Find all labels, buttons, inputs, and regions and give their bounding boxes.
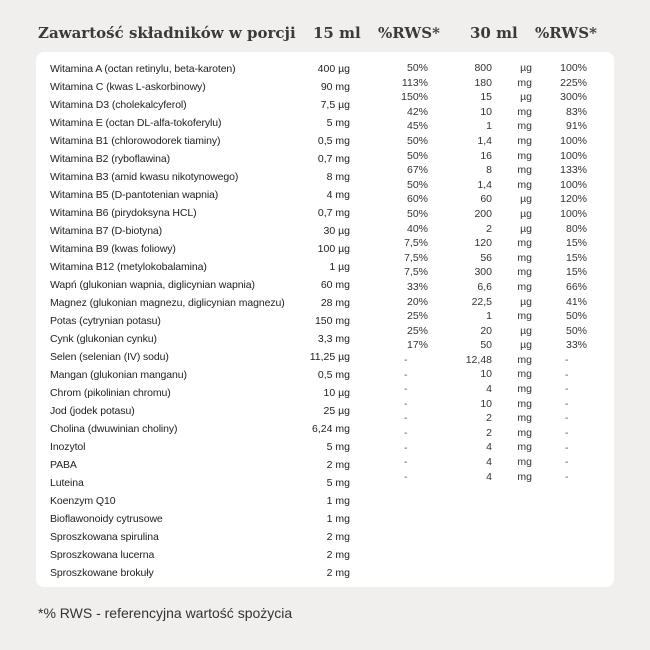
rws-15ml-value: 40% xyxy=(406,222,428,235)
amount-30ml-unit: mg xyxy=(517,105,532,118)
amount-30ml-cell xyxy=(456,382,532,397)
amount-30ml-unit: mg xyxy=(517,134,532,147)
amount-30ml-value: 180 xyxy=(474,76,492,89)
ingredient-name: Sproszkowana lucerna xyxy=(50,549,155,561)
ingredient-amount-15ml: 10 µg xyxy=(323,387,350,399)
amount-30ml-cell xyxy=(456,90,532,105)
amount-30ml-value: 1,4 xyxy=(477,178,492,191)
amount-30ml-value: 10 xyxy=(480,397,492,410)
amount-30ml-cell xyxy=(456,309,532,324)
table-row xyxy=(36,474,350,492)
rws-30ml-value: 80% xyxy=(565,222,587,235)
ingredient-name: Mangan (glukonian manganu) xyxy=(50,369,187,381)
amount-30ml-cell xyxy=(456,295,532,310)
amount-30ml-unit: mg xyxy=(517,397,532,410)
amount-30ml-cell xyxy=(456,397,532,412)
amount-30ml-cell xyxy=(456,76,532,91)
header-title: Zawartość składników w porcji xyxy=(38,24,296,42)
header-rws-15ml: %RWS* xyxy=(378,24,440,42)
amount-30ml-cell xyxy=(456,61,532,76)
amount-30ml-cell xyxy=(456,367,532,382)
header-30ml: 30 ml xyxy=(470,24,518,42)
amount-30ml-unit: mg xyxy=(517,251,532,264)
amount-30ml-unit: mg xyxy=(517,470,532,483)
amount-30ml-unit: mg xyxy=(517,149,532,162)
amount-30ml-cell xyxy=(456,105,532,120)
amount-30ml-cell xyxy=(456,411,532,426)
rws-30ml-value: 83% xyxy=(565,105,587,118)
rws-30ml-dash: - xyxy=(565,456,569,469)
amount-30ml-value: 200 xyxy=(474,207,492,220)
amount-30ml-value: 50 xyxy=(480,339,492,352)
rws-15ml-value: 150% xyxy=(401,91,428,104)
table-row xyxy=(36,96,350,114)
amount-30ml-cell xyxy=(456,192,532,207)
ingredient-name: Cholina (dwuwinian choliny) xyxy=(50,423,178,435)
amount-30ml-unit: mg xyxy=(517,456,532,469)
table-row xyxy=(36,492,350,510)
table-row xyxy=(36,402,350,420)
amount-30ml-value: 6,6 xyxy=(477,280,492,293)
ingredient-name: Wapń (glukonian wapnia, diglicynian wapnia) xyxy=(50,279,255,291)
rws-15ml-value: 7,5% xyxy=(404,237,428,250)
ingredient-amount-15ml: 1 mg xyxy=(326,513,350,525)
ingredient-name: Cynk (glukonian cynku) xyxy=(50,333,157,345)
amount-30ml-cell xyxy=(456,163,532,178)
amount-30ml-cell xyxy=(456,149,532,164)
ingredient-amount-15ml: 60 mg xyxy=(320,279,350,291)
amount-30ml-value: 12,48 xyxy=(465,353,492,366)
amount-30ml-value: 120 xyxy=(474,237,492,250)
header-rws-30ml: %RWS* xyxy=(535,24,597,42)
ingredient-name: Witamina D3 (cholekalcyferol) xyxy=(50,99,187,111)
ingredient-amount-15ml: 11,25 µg xyxy=(309,351,350,363)
table-row xyxy=(36,258,350,276)
rws-30ml-dash: - xyxy=(565,397,569,410)
amount-30ml-cell xyxy=(456,426,532,441)
ingredient-name: Luteina xyxy=(50,477,84,489)
amount-30ml-value: 1,4 xyxy=(477,134,492,147)
ingredient-amount-15ml: 0,7 mg xyxy=(317,207,350,219)
rws-15ml-column xyxy=(380,61,428,353)
ingredient-amount-15ml: 5 mg xyxy=(326,441,350,453)
rws-15ml-value: 50% xyxy=(406,149,428,162)
ingredient-amount-15ml: 2 mg xyxy=(326,459,350,471)
table-row xyxy=(36,186,350,204)
rws-30ml-dash: - xyxy=(565,368,569,381)
ingredient-name: Koenzym Q10 xyxy=(50,495,116,507)
amount-30ml-unit: µg xyxy=(520,62,532,74)
table-row xyxy=(36,438,350,456)
rws-15ml-value: 17% xyxy=(406,339,428,352)
amount-30ml-value: 10 xyxy=(480,368,492,381)
rws-15ml-value: 25% xyxy=(406,324,428,337)
rws-30ml-value: 66% xyxy=(565,280,587,293)
ingredient-amount-15ml: 8 mg xyxy=(326,171,350,183)
table-row xyxy=(36,132,350,150)
rws-15ml-dash: - xyxy=(404,368,408,381)
table-row xyxy=(36,456,350,474)
amount-30ml-cell xyxy=(456,324,532,339)
ingredient-amount-15ml: 0,7 mg xyxy=(317,153,350,165)
rws-15ml-value: 50% xyxy=(406,62,428,74)
amount-30ml-unit: mg xyxy=(517,412,532,425)
table-row xyxy=(36,168,350,186)
rws-30ml-value: 41% xyxy=(565,295,587,308)
amount-30ml-cell xyxy=(456,265,532,280)
amount-30ml-cell xyxy=(456,251,532,266)
ingredient-amount-15ml: 7,5 µg xyxy=(320,99,350,111)
header-15ml: 15 ml xyxy=(313,24,361,42)
amount-30ml-unit: mg xyxy=(517,76,532,89)
ingredient-name: Witamina B2 (ryboflawina) xyxy=(50,153,171,165)
table-row xyxy=(36,510,350,528)
amount-30ml-value: 1 xyxy=(486,120,492,133)
table-row xyxy=(36,222,350,240)
ingredient-name: Bioflawonoidy cytrusowe xyxy=(50,513,163,525)
ingredient-name: PABA xyxy=(50,459,77,471)
amount-30ml-value: 2 xyxy=(486,426,492,439)
rws-30ml-value: 15% xyxy=(565,251,587,264)
rws-15ml-value: 33% xyxy=(406,280,428,293)
rws-15ml-dash: - xyxy=(404,456,408,469)
ingredient-amount-15ml: 25 µg xyxy=(323,405,350,417)
table-row xyxy=(36,546,350,564)
ingredient-amount-15ml: 2 mg xyxy=(326,567,350,579)
rws-30ml-value: 100% xyxy=(560,62,587,74)
table-row xyxy=(36,366,350,384)
ingredient-name: Witamina E (octan DL-alfa-tokoferylu) xyxy=(50,117,222,129)
table-row xyxy=(36,528,350,546)
ingredient-amount-15ml: 1 µg xyxy=(329,261,350,273)
amount-30ml-cell xyxy=(456,280,532,295)
rws-30ml-dash-column xyxy=(565,353,569,484)
table-row xyxy=(36,150,350,168)
rws-30ml-value: 100% xyxy=(560,207,587,220)
amount-30ml-value: 4 xyxy=(486,456,492,469)
rws-30ml-value: 120% xyxy=(560,193,587,206)
table-row xyxy=(36,114,350,132)
ingredient-name: Magnez (glukonian magnezu, diglicynian magnezu) xyxy=(50,297,285,309)
amount-30ml-cell xyxy=(456,222,532,237)
ingredient-name: Witamina C (kwas L-askorbinowy) xyxy=(50,81,206,93)
amount-30ml-cell xyxy=(456,134,532,149)
ingredient-amount-15ml: 28 mg xyxy=(320,297,350,309)
amount-30ml-cell xyxy=(456,178,532,193)
amount-30ml-unit: mg xyxy=(517,164,532,177)
amount-30ml-unit: µg xyxy=(520,339,532,352)
rws-30ml-dash: - xyxy=(565,441,569,454)
table-row xyxy=(36,312,350,330)
ingredient-name: Sproszkowana spirulina xyxy=(50,531,159,543)
ingredient-amount-15ml: 400 µg xyxy=(317,63,350,75)
rws-15ml-value: 67% xyxy=(406,164,428,177)
amount-30ml-value: 300 xyxy=(474,266,492,279)
amount-30ml-cell xyxy=(456,236,532,251)
amount-30ml-unit: mg xyxy=(517,178,532,191)
ingredient-amount-15ml: 4 mg xyxy=(326,189,350,201)
rws-15ml-value: 42% xyxy=(406,105,428,118)
rws-15ml-value: 45% xyxy=(406,120,428,133)
table-row xyxy=(36,330,350,348)
amount-30ml-cell xyxy=(456,353,532,368)
rws-30ml-column xyxy=(540,61,587,353)
amount-30ml-value: 10 xyxy=(480,105,492,118)
rws-30ml-value: 15% xyxy=(565,237,587,250)
amount-30ml-unit: mg xyxy=(517,237,532,250)
rws-15ml-dash: - xyxy=(404,426,408,439)
rws-30ml-value: 100% xyxy=(560,134,587,147)
amount-30ml-cell xyxy=(456,338,532,353)
amount-30ml-unit: mg xyxy=(517,120,532,133)
rws-30ml-dash: - xyxy=(565,470,569,483)
amount-30ml-unit: µg xyxy=(520,222,532,235)
rws-15ml-dash: - xyxy=(404,470,408,483)
rws-15ml-value: 50% xyxy=(406,207,428,220)
rws-15ml-value: 50% xyxy=(406,134,428,147)
amount-30ml-value: 60 xyxy=(480,193,492,206)
amount-30ml-value: 56 xyxy=(480,251,492,264)
amount-30ml-unit: mg xyxy=(517,310,532,323)
amount-30ml-value: 1 xyxy=(486,310,492,323)
amount-30ml-unit: mg xyxy=(517,266,532,279)
rws-15ml-dash: - xyxy=(404,412,408,425)
amount-30ml-value: 15 xyxy=(480,91,492,104)
rws-30ml-value: 300% xyxy=(560,91,587,104)
ingredient-amount-15ml: 2 mg xyxy=(326,531,350,543)
rws-30ml-value: 15% xyxy=(565,266,587,279)
amount-30ml-value: 4 xyxy=(486,383,492,396)
table-row xyxy=(36,294,350,312)
rws-15ml-value: 20% xyxy=(406,295,428,308)
amount-30ml-cell xyxy=(456,470,532,485)
rws-30ml-value: 100% xyxy=(560,178,587,191)
amount-30ml-unit: mg xyxy=(517,368,532,381)
ingredient-name: Witamina A (octan retinylu, beta-karoten) xyxy=(50,63,236,75)
amount-30ml-value: 20 xyxy=(480,324,492,337)
ingredient-name: Witamina B9 (kwas foliowy) xyxy=(50,243,176,255)
rws-30ml-dash: - xyxy=(565,354,569,366)
amount-30ml-value: 4 xyxy=(486,441,492,454)
amount-30ml-unit: µg xyxy=(520,207,532,220)
rws-30ml-value: 225% xyxy=(560,76,587,89)
footnote: *% RWS - referencyjna wartość spożycia xyxy=(38,605,293,621)
rws-30ml-value: 50% xyxy=(565,324,587,337)
ingredient-name: Witamina B1 (chlorowodorek tiaminy) xyxy=(50,135,221,147)
ingredient-name: Selen (selenian (IV) sodu) xyxy=(50,351,169,363)
rws-30ml-value: 33% xyxy=(565,339,587,352)
amount-30ml-unit: mg xyxy=(517,441,532,454)
amount-30ml-value: 4 xyxy=(486,470,492,483)
rws-15ml-dash: - xyxy=(404,354,408,366)
rws-30ml-dash: - xyxy=(565,412,569,425)
rws-15ml-dash: - xyxy=(404,397,408,410)
rws-30ml-dash: - xyxy=(565,426,569,439)
rws-15ml-value: 113% xyxy=(401,76,428,89)
rws-30ml-value: 100% xyxy=(560,149,587,162)
rws-15ml-value: 7,5% xyxy=(404,251,428,264)
ingredient-amount-15ml: 5 mg xyxy=(326,477,350,489)
ingredient-amount-15ml: 0,5 mg xyxy=(317,369,350,381)
rws-30ml-value: 50% xyxy=(565,310,587,323)
rws-15ml-value: 50% xyxy=(406,178,428,191)
ingredient-amount-15ml: 6,24 mg xyxy=(312,423,350,435)
amount-30ml-value: 22,5 xyxy=(471,295,492,308)
ingredient-name: Jod (jodek potasu) xyxy=(50,405,135,417)
ingredient-name: Chrom (pikolinian chromu) xyxy=(50,387,171,399)
rws-30ml-value: 133% xyxy=(560,164,587,177)
amount-30ml-unit: mg xyxy=(517,426,532,439)
amount-30ml-unit: mg xyxy=(517,353,532,366)
ingredient-name: Inozytol xyxy=(50,441,86,453)
amount-30ml-cell xyxy=(456,119,532,134)
ingredient-name: Witamina B3 (amid kwasu nikotynowego) xyxy=(50,171,239,183)
rws-15ml-dash: - xyxy=(404,441,408,454)
amount-30ml-value: 8 xyxy=(486,164,492,177)
table-row xyxy=(36,60,350,78)
ingredients-table xyxy=(36,60,350,582)
rws-30ml-dash: - xyxy=(565,383,569,396)
amount-30ml-unit: mg xyxy=(517,383,532,396)
amount-30ml-value: 16 xyxy=(480,149,492,162)
amount-30ml-cell xyxy=(456,455,532,470)
ingredient-name: Sproszkowane brokuły xyxy=(50,567,154,579)
amount-30ml-value: 800 xyxy=(474,62,492,74)
ingredient-name: Witamina B12 (metylokobalamina) xyxy=(50,261,207,273)
ingredient-amount-15ml: 5 mg xyxy=(326,117,350,129)
ingredient-amount-15ml: 0,5 mg xyxy=(317,135,350,147)
amount-30ml-unit: µg xyxy=(520,324,532,337)
ingredient-amount-15ml: 100 µg xyxy=(317,243,350,255)
ingredient-name: Witamina B5 (D-pantotenian wapnia) xyxy=(50,189,219,201)
rws-15ml-value: 7,5% xyxy=(404,266,428,279)
table-row xyxy=(36,348,350,366)
rws-30ml-value: 91% xyxy=(565,120,587,133)
table-row xyxy=(36,384,350,402)
amount-30ml-unit: µg xyxy=(520,91,532,104)
table-row xyxy=(36,78,350,96)
table-row xyxy=(36,420,350,438)
ingredient-amount-15ml: 1 mg xyxy=(326,495,350,507)
ingredient-amount-15ml: 3,3 mg xyxy=(317,333,350,345)
amount-30ml-column xyxy=(456,61,532,484)
amount-30ml-unit: µg xyxy=(520,295,532,308)
table-row xyxy=(36,276,350,294)
ingredient-amount-15ml: 150 mg xyxy=(314,315,350,327)
rws-15ml-dash: - xyxy=(404,383,408,396)
table-row xyxy=(36,240,350,258)
ingredient-amount-15ml: 2 mg xyxy=(326,549,350,561)
amount-30ml-value: 2 xyxy=(486,412,492,425)
ingredient-amount-15ml: 30 µg xyxy=(323,225,350,237)
table-row xyxy=(36,204,350,222)
amount-30ml-cell xyxy=(456,207,532,222)
rws-15ml-value: 60% xyxy=(406,193,428,206)
amount-30ml-unit: mg xyxy=(517,280,532,293)
ingredient-amount-15ml: 90 mg xyxy=(320,81,350,93)
amount-30ml-unit: µg xyxy=(520,193,532,206)
amount-30ml-value: 2 xyxy=(486,222,492,235)
ingredient-name: Potas (cytrynian potasu) xyxy=(50,315,161,327)
ingredient-name: Witamina B7 (D-biotyna) xyxy=(50,225,163,237)
table-header xyxy=(0,0,650,58)
table-row xyxy=(36,564,350,582)
amount-30ml-cell xyxy=(456,440,532,455)
rws-15ml-dash-column xyxy=(404,353,408,484)
rws-15ml-value: 25% xyxy=(406,310,428,323)
ingredient-name: Witamina B6 (pirydoksyna HCL) xyxy=(50,207,197,219)
